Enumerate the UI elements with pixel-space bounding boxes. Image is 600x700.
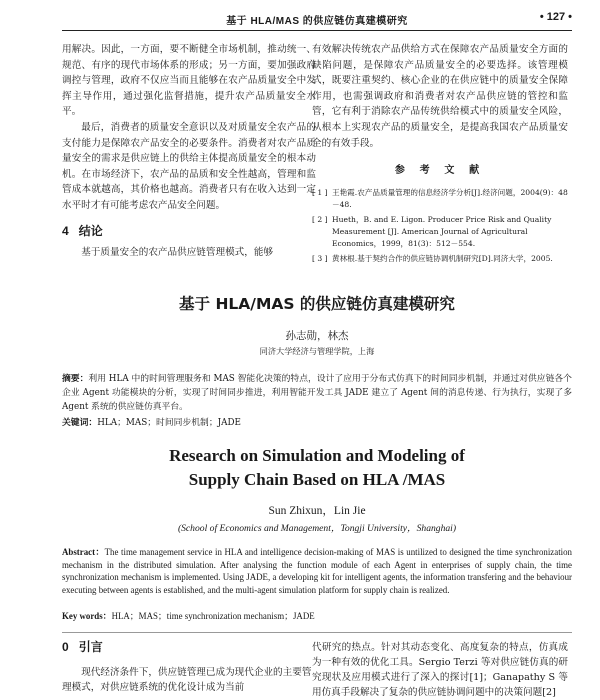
keywords-en-label: Key words： <box>62 611 112 621</box>
abstract-en-text: The time management service in HLA and intelligence decision-making of MAS is untilized to designed the time synchronization mechanism in the distributed simulation. After analysing the function module of each Agent in enterprises of supply chain, the time synchronization mechanism is implemented. Using JADE, a developing kit for intelligent agents, the information transfering and the behaviour executing between agents is established, and the multi-agent simulation platform for supply chain is realized. <box>62 547 572 595</box>
article-title-en <box>62 444 572 492</box>
intro-right-column <box>312 640 568 700</box>
reference-item <box>312 214 568 251</box>
conclusion-number: 4 <box>62 223 69 238</box>
intro-right-text: 代研究的热点。针对其动态变化、高度复杂的特点，仿真成为一种有效的优化工具。Sergio Terzi 等对供应链仿真的研究现状及应用模式进行了深入的探讨[1]；Ganapathy S 等用仿真手段解决了复杂的供应链协调问题中的决策问题[2] <box>312 642 568 698</box>
abstract-cn-text: 利用 HLA 中的时间管理服务和 MAS 智能化决策的特点，设计了应用于分布式仿真下的时间同步机制，并通过对供应链各个企业 Agent 功能模块的分析，实现了时间同步推进，利用智能开发工具 JADE 建立了 Agent 间的消息传递、行为执行，实现了多 Agent 系统的供应链仿真平台。 <box>62 374 572 412</box>
article-title-cn: 基于 HLA/MAS 的供应链仿真建模研究 <box>179 295 455 313</box>
reference-tag: [ 3 ] <box>312 253 328 263</box>
abstract-en-label: Abstract： <box>62 547 105 557</box>
reference-text: Hueth，B. and E. Ligon. Producer Price Risk and Quality Measurement [J]. American Journal of Agricultural Economics，1999，81(3)：512－554. <box>332 214 552 249</box>
reference-item <box>312 187 568 212</box>
reference-tag: [ 1 ] <box>312 187 328 197</box>
intro-title: 引言 <box>78 640 103 654</box>
affiliation-cn: 同济大学经济与管理学院，上海 <box>259 346 375 356</box>
conclusion-text: 基于质量安全的农产品供应链管理模式，能够 <box>81 247 274 259</box>
running-header-title: 基于 HLA/MAS 的供应链仿真建模研究 <box>226 16 408 27</box>
reference-item <box>312 253 568 265</box>
header-rule <box>62 30 572 31</box>
article-title-en-line2: Supply Chain Based on HLA /MAS <box>188 470 446 489</box>
authors-cn: 孙志勋，林杰 <box>285 330 349 342</box>
abstract-cn-label: 摘要： <box>62 374 89 384</box>
intro-left-text: 现代经济条件下，供应链管理已成为现代企业的主要管理模式，对供应链系统的优化设计成为当前 <box>62 667 312 693</box>
keywords-cn <box>62 416 572 430</box>
reference-tag: [ 2 ] <box>312 214 328 224</box>
reference-text: 王艳霞.农产品质量管理的信息经济学分析[J].经济问题，2004(9)：48－48. <box>332 187 568 210</box>
references-heading: 参 考 文 献 <box>394 165 486 177</box>
intro-number: 0 <box>62 640 69 654</box>
prev-paragraph-1: 用解决。因此，一方面，要不断健全市场机制，推动统一、规范、有序的现代市场体系的形成；另一方面，要加强政府调控与管理，政府不仅应当而且能够在农产品质量安全中发挥主导作用，通过强化监督措施，提升农产品质量安全水平。 <box>62 44 316 118</box>
prev-paragraph-2: 最后，消费者的质量安全意识以及对质量安全农产品的支付能力是保障农产品安全的必要条件。消费者对农产品质量安全的需求是供应链上的供给主体提高质量安全的根本动机。在市场经济下，农产品的品质和安全性越高，管理和监管成本就越高，其价格也越高。消费者只有在收入达到一定水平时才有可能考虑农产品安全问题。 <box>62 121 316 211</box>
intro-heading <box>62 640 312 655</box>
abstract-cn <box>62 372 572 414</box>
keywords-cn-label: 关键词： <box>62 418 98 428</box>
authors-en: Sun Zhixun，Lin Jie <box>268 505 366 517</box>
page-number: • 127 • <box>539 11 572 23</box>
keywords-en <box>62 610 572 623</box>
conclusion-heading <box>62 224 316 240</box>
article-title-en-line1: Research on Simulation and Modeling of <box>169 446 465 465</box>
intro-left-column <box>62 640 312 695</box>
prev-right-paragraph: 有效解决传统农产品供给方式在保障农产品质量安全方面的缺陷问题，是保障农产品质量安全的必要选择。该管理模式，既要注重契约、核心企业的在供应链中的质量安全保障作用，也需强调政府和消费者对农产品供应链的管控和监管，它有利于消除农产品传统供给模式中的质量安全风险，从根本上实现农产品的质量安全，是提高我国农产品质量安全的有效手段。 <box>312 44 568 149</box>
running-header <box>62 8 572 28</box>
abstract-en <box>62 546 572 596</box>
conclusion-title: 结论 <box>78 223 103 238</box>
prev-article-right-column <box>312 42 568 267</box>
keywords-en-text: HLA；MAS；time synchronization mechanism；JADE <box>111 611 315 621</box>
reference-text: 黄林根.基于契约合作的供应链协调机制研究[D].同济大学，2005. <box>332 253 553 263</box>
abstract-divider <box>62 632 572 633</box>
keywords-cn-text: HLA；MAS；时间同步机制；JADE <box>97 418 241 428</box>
affiliation-en: (School of Economics and Management，Tongji University，Shanghai) <box>177 523 457 534</box>
prev-article-left-column <box>62 42 316 261</box>
